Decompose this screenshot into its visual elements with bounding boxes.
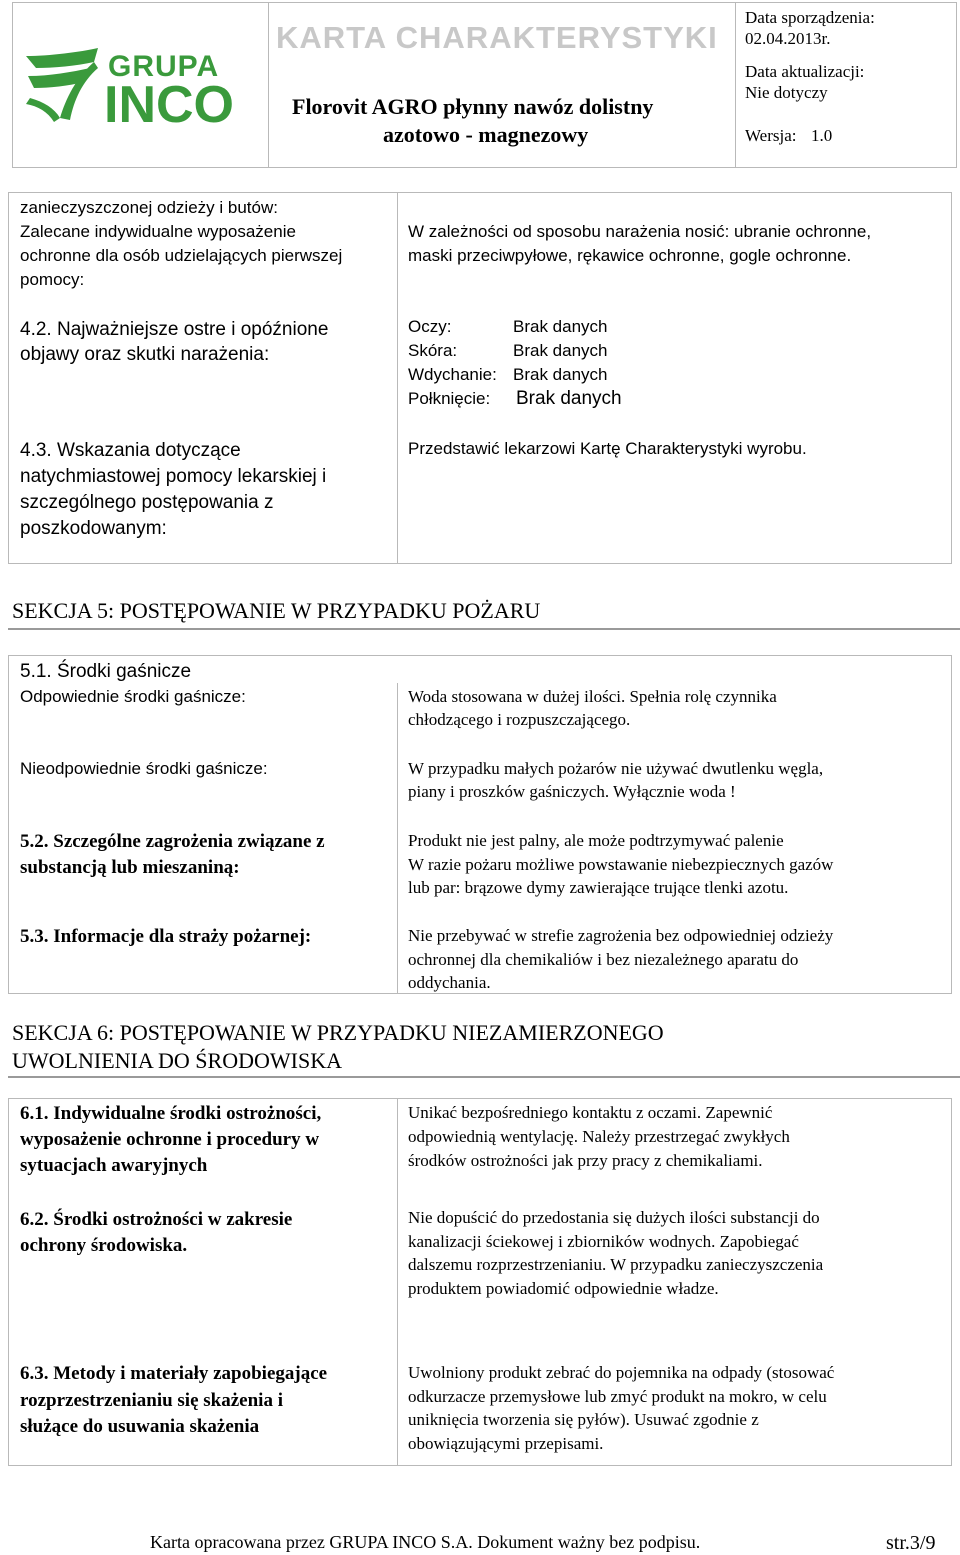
company-logo xyxy=(20,42,245,132)
section5-title-underline xyxy=(8,628,960,630)
personal-precautions-value: Unikać bezpośredniego kontaktu z oczami. Zapewnić odpowiednią wentylację. Należy przestrzegać zwykłych środków ostrożności jak przy pracy z chemikaliami. xyxy=(408,1103,790,1170)
protective-equipment-label: zanieczyszczonej odzieży i butów: Zalecane indywidualne wyposażenie ochronne dla osób udzielających pierwszej pomocy: xyxy=(20,198,343,289)
symptom-skin: Skóra: Brak danych xyxy=(408,341,608,360)
svg-text:GRUPA: GRUPA xyxy=(108,50,220,83)
firefighters-advice-label: 5.3. Informacje dla straży pożarnej: xyxy=(20,926,312,947)
containment-methods-value: Uwolniony produkt zebrać do pojemnika na odpady (stosować odkurzacze przemysłowe lub zmyć produkt na mokro, w celu uniknięcia tworzenia się pyłów). Usuwać zgodnie z obowiązującymi przepisami. xyxy=(408,1363,835,1453)
page-number: str.3/9 xyxy=(886,1532,936,1554)
updated-date-value: Nie dotyczy xyxy=(745,83,828,102)
section5-divider xyxy=(397,683,398,994)
personal-precautions-label: 6.1. Indywidualne środki ostrożności, wyposażenie ochronne i procedury w sytuacjach awaryjnych xyxy=(20,1103,322,1176)
environmental-precautions-value: Nie dopuścić do przedostania się dużych ilości substancji do kanalizacji ściekowej i zbiorników wodnych. Zapobiegać dalszemu rozprzestrzenianiu. W przypadku zanieczyszczenia produktem powiadomić odpowiednie władze. xyxy=(408,1208,824,1299)
special-hazards-value: Produkt nie jest palny, ale może podtrzymywać palenie W razie pożaru możliwe powstawanie niebezpiecznych gazów lub par: brązowe dymy zawierające trujące tlenki azotu. xyxy=(408,831,834,897)
special-hazards-label: 5.2. Szczególne zagrożenia związane z substancją lub mieszaniną: xyxy=(20,831,325,878)
updated-date-label: Data aktualizacji: xyxy=(745,62,865,81)
created-date-value: 02.04.2013r. xyxy=(745,29,831,48)
suitable-media-label: Odpowiednie środki gaśnicze: xyxy=(20,687,246,706)
header-divider-left xyxy=(268,2,269,168)
header-divider-right xyxy=(735,2,736,168)
section6-title: SEKCJA 6: POSTĘPOWANIE W PRZYPADKU NIEZAMIERZONEGO UWOLNIENIA DO ŚRODOWISKA xyxy=(12,1020,664,1073)
symptoms-list xyxy=(408,315,622,411)
version-value: 1.0 xyxy=(811,126,833,145)
product-name-line2: azotowo - magnezowy xyxy=(383,122,589,147)
unsuitable-media-label: Nieodpowiednie środki gaśnicze: xyxy=(20,759,268,778)
medical-attention-value: Przedstawić lekarzowi Kartę Charakterystyki wyrobu. xyxy=(408,439,807,458)
protective-equipment-value: W zależności od sposobu narażenia nosić: ubranie ochronne, maski przeciwpyłowe, rękawice ochronne, gogle ochronne. xyxy=(408,222,872,265)
section4-divider xyxy=(397,192,398,564)
medical-attention-label: 4.3. Wskazania dotyczące natychmiastowej pomocy lekarskiej i szczególnego postępowania z poszkodowanym: xyxy=(20,440,327,539)
document-title: KARTA CHARAKTERYSTYKI xyxy=(276,20,718,55)
section6-divider xyxy=(397,1098,398,1466)
svg-text:INCO: INCO xyxy=(104,76,234,132)
unsuitable-media-value: W przypadku małych pożarów nie używać dwutlenku węgla, piany i proszków gaśniczych. Wyłącznie woda ! xyxy=(408,759,824,801)
created-date-label: Data sporządzenia: xyxy=(745,8,875,27)
symptoms-label: 4.2. Najważniejsze ostre i opóźnione objawy oraz skutki narażenia: xyxy=(20,319,329,365)
containment-methods-label: 6.3. Metody i materiały zapobiegające rozprzestrzenianiu się skażenia i służące do usuwania skażenia xyxy=(20,1363,328,1437)
symptom-ingestion: Połknięcie: Brak danych xyxy=(408,388,622,409)
symptom-inhalation: Wdychanie: Brak danych xyxy=(408,365,608,384)
extinguishing-media-heading: 5.1. Środki gaśnicze xyxy=(20,661,192,682)
firefighters-advice-value: Nie przebywać w strefie zagrożenia bez odpowiedniej odzieży ochronnej dla chemikaliów i bez niezależnego aparatu do oddychania. xyxy=(408,926,834,992)
section5-title: SEKCJA 5: POSTĘPOWANIE W PRZYPADKU POŻARU xyxy=(12,598,541,623)
section6-title-underline xyxy=(8,1076,960,1078)
suitable-media-value: Woda stosowana w dużej ilości. Spełnia rolę czynnika chłodzącego i rozpuszczającego. xyxy=(408,687,777,729)
version-label: Wersja: xyxy=(745,126,797,145)
product-name-line1: Florovit AGRO płynny nawóz dolistny xyxy=(292,94,654,119)
grupa-inco-logo-icon xyxy=(20,42,245,132)
symptom-eyes: Oczy: Brak danych xyxy=(408,317,608,336)
footer-note: Karta opracowana przez GRUPA INCO S.A. Dokument ważny bez podpisu. xyxy=(150,1532,701,1552)
environmental-precautions-label: 6.2. Środki ostrożności w zakresie ochrony środowiska. xyxy=(20,1209,293,1256)
